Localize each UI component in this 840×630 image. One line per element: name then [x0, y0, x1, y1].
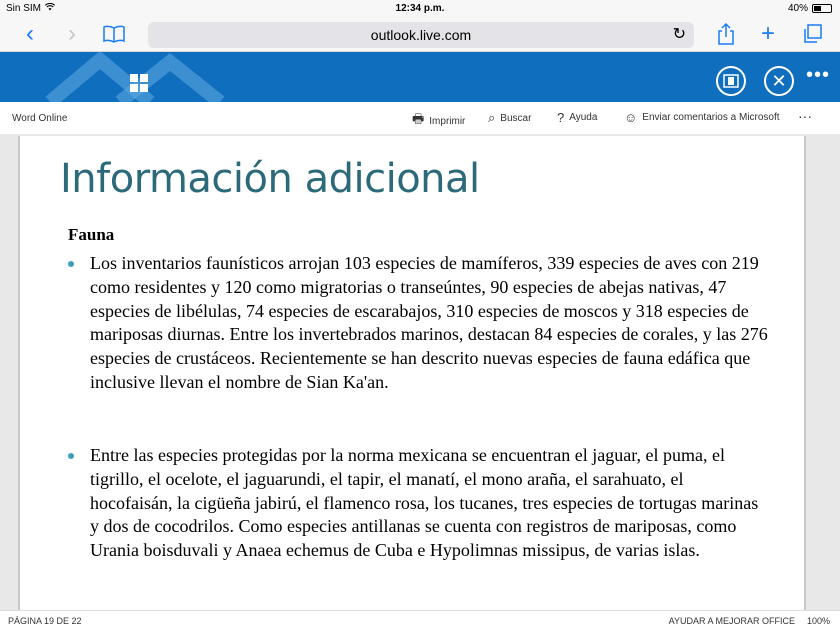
footer-right — [669, 616, 830, 626]
status-bar — [0, 0, 840, 18]
zoom-level[interactable]: 100% — [806, 616, 830, 626]
more-options-icon[interactable]: ••• — [805, 64, 830, 86]
section-heading: Fauna — [68, 225, 115, 244]
carrier-label: Sin SIM — [6, 3, 42, 14]
feedback-button[interactable] — [624, 110, 780, 125]
close-icon[interactable]: ✕ — [764, 66, 794, 96]
improve-office-link[interactable]: AYUDAR A MEJORAR OFFICE — [668, 616, 795, 626]
smiley-icon: ☺ — [624, 110, 638, 125]
address-bar[interactable] — [148, 22, 694, 48]
status-time: 12:34 p.m. — [395, 3, 445, 14]
reading-view-icon[interactable] — [716, 66, 746, 96]
bullet-icon — [68, 453, 74, 459]
battery-icon — [812, 4, 832, 13]
status-footer — [0, 610, 840, 630]
office-home-logo-icon[interactable] — [40, 52, 240, 102]
status-right — [788, 3, 832, 14]
search-label: Buscar — [500, 112, 532, 124]
new-tab-icon[interactable]: + — [760, 20, 775, 47]
bookmarks-icon[interactable] — [100, 21, 128, 47]
share-icon[interactable] — [712, 21, 740, 47]
print-button[interactable] — [412, 110, 465, 132]
document-page[interactable] — [18, 136, 806, 612]
app-name: Word Online — [12, 113, 68, 124]
help-label: Ayuda — [569, 112, 598, 123]
search-icon: ⌕ — [488, 110, 496, 125]
ribbon-more-button[interactable]: ··· — [798, 108, 812, 124]
reload-icon[interactable]: ↻ — [672, 26, 686, 43]
tabs-overview-icon[interactable] — [798, 21, 826, 47]
battery-percent: 40% — [787, 3, 808, 14]
list-item-text: Los inventarios faunísticos arrojan 103 especies de mamíferos, 339 especies de aves con 219 como residentes y 120 como migratorias o transeúntes, 90 especies de abejas nativas, 47 especies de libélulas, 74 especies de escarabajos, 310 especies de moscos y 318 especies de mariposas diurnas. Entre los invertebrados marinos, destacan 84 especies de corales, y las 276 especies de crustáceos. Recientemente se han descrito nuevas especies de fauna edáfica que inclusive llevan el nombre de Sian Ka'an. — [90, 253, 768, 392]
document-area — [0, 134, 840, 610]
word-ribbon — [0, 102, 840, 134]
printer-icon: 🖶 — [412, 111, 425, 126]
back-icon[interactable]: ‹ — [26, 20, 34, 47]
search-button[interactable] — [488, 110, 531, 126]
list-item — [68, 252, 768, 395]
page-indicator: PÁGINA 19 DE 22 — [8, 616, 82, 626]
list-item — [68, 444, 768, 563]
help-icon: ? — [557, 110, 565, 125]
page-title: Información adicional — [60, 156, 480, 202]
office-header — [0, 52, 840, 102]
browser-toolbar — [0, 18, 840, 52]
help-button[interactable] — [557, 110, 597, 125]
bullet-icon — [68, 261, 74, 267]
url-text: outlook.live.com — [370, 27, 472, 43]
feedback-label: Enviar comentarios a Microsoft — [642, 112, 780, 123]
print-label: Imprimir — [429, 115, 466, 127]
forward-icon[interactable]: › — [68, 20, 76, 47]
list-item-text: Entre las especies protegidas por la norma mexicana se encuentran el jaguar, el puma, el tigrillo, el ocelote, el jaguarundi, el tapir, el manatí, el mono araña, el sarahuato, el hocofaisán, la cigüeña jabirú, el flamenco rosa, los tucanes, tres especies de tortugas marinas y dos de cocodrilos. Como especies antillanas se cuenta con registros de mariposas, como Urania boisduvali y Anaea echemus de Cuba e Hypolimnas missipus, de varias islas. — [90, 445, 759, 561]
